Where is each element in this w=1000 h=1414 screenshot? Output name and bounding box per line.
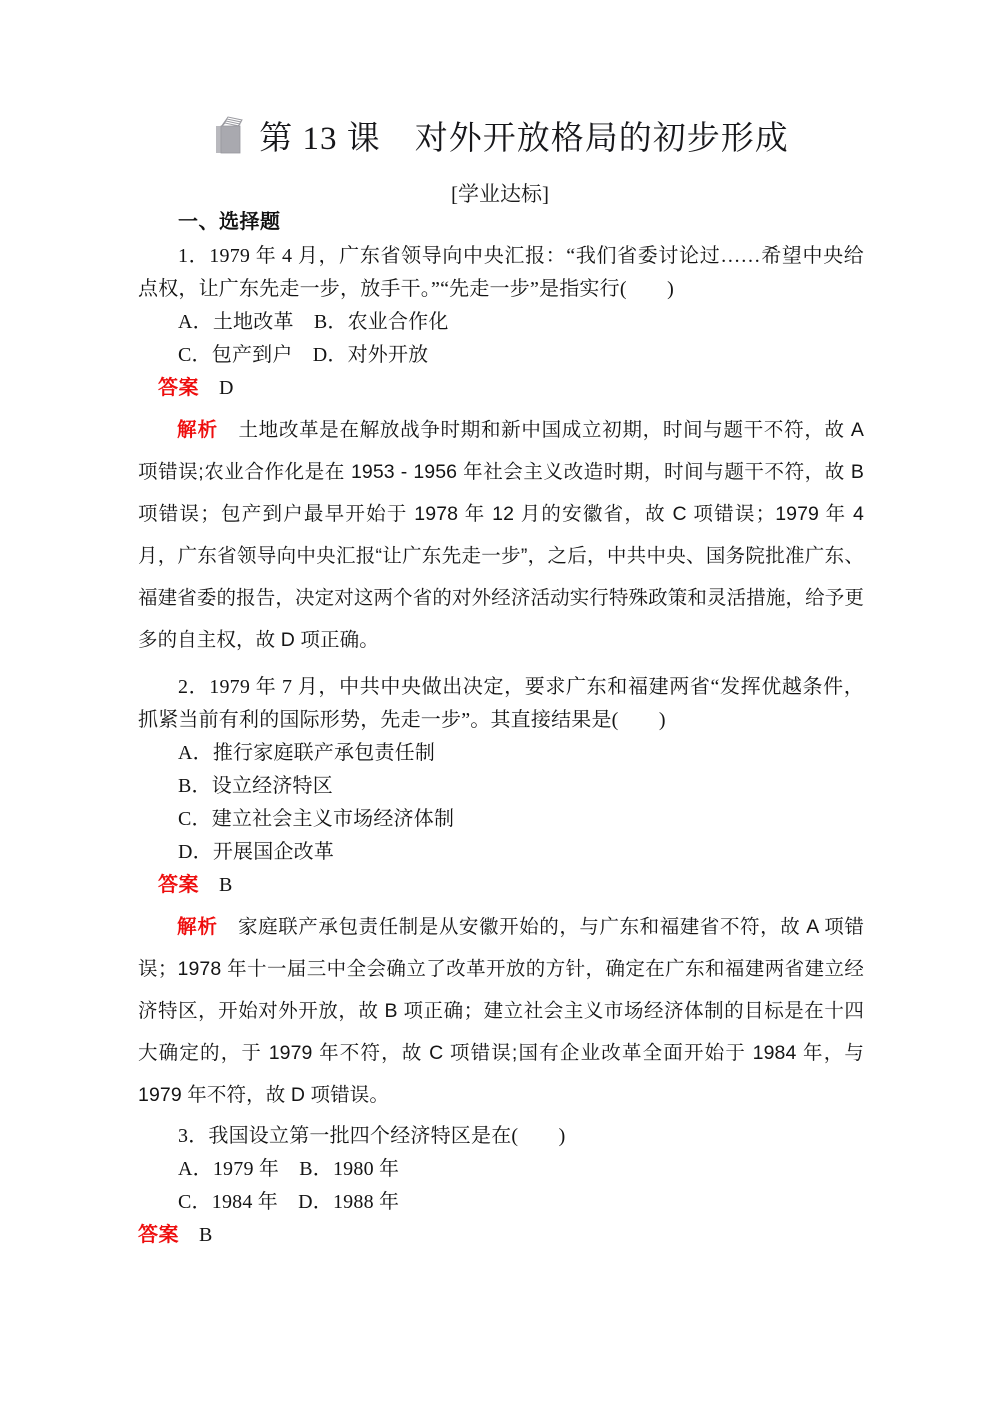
section-heading: 一、选择题 [178, 211, 281, 233]
option-line: C．1984 年 D．1988 年 [178, 1191, 400, 1213]
book-icon [211, 115, 245, 157]
explanation-label: 解析 [177, 916, 218, 938]
answer-value: B [179, 1224, 213, 1246]
option-line: A．土地改革 B．农业合作化 [178, 311, 449, 333]
option-line: D．开展国企改革 [178, 841, 335, 863]
page-title-row [0, 112, 1000, 159]
question-block [138, 240, 864, 661]
answer-value: D [199, 377, 234, 399]
question-block [138, 1120, 864, 1252]
answer-label: 答案 [158, 874, 199, 896]
page-title: 第 13 课 对外开放格局的初步形成 [259, 121, 789, 157]
explanation-text: 解析 家庭联产承包责任制是从安徽开始的，与广东和福建省不符，故 A 项错误；1978 年十一届三中全会确立了改革开放的方针，确定在广东和福建两省建立经济特区，开始对外开放，故 B 项正确；建立社会主义市场经济体制的目标是在十四大确定的，于 1979 年不符，故 C 项错误;国有企业改革全面开始于 1984 年，与 1979 年不符，故 D 项错误。 [138, 916, 864, 1106]
document-body [138, 206, 864, 1252]
answer-line [138, 372, 864, 405]
option-line: B．设立经济特区 [178, 775, 333, 797]
answer-value: B [199, 874, 233, 896]
explanation-paragraph [138, 906, 864, 1116]
page-subtitle: [学业达标] [451, 182, 549, 206]
option-line: C．包产到户 D．对外开放 [178, 344, 429, 366]
answer-label: 答案 [138, 1224, 179, 1246]
question-stem: 3．我国设立第一批四个经济特区是在( ) [178, 1125, 566, 1147]
answer-line [138, 1219, 864, 1252]
option-line: A．1979 年 B．1980 年 [178, 1158, 400, 1180]
explanation-text: 解析 土地改革是在解放战争时期和新中国成立初期，时间与题干不符，故 A 项错误;农业合作化是在 1953 - 1956 年社会主义改造时期，时间与题干不符，故 B 项错误；包产到户最早开始于 1978 年 12 月的安徽省，故 C 项错误；1979 年 4 月，广东省领导向中央汇报“让广东先走一步”，之后，中共中央、国务院批准广东、福建省委的报告，决定对这两个省的对外经济活动实行特殊政策和灵活措施，给予更多的自主权，故 D 项正确。 [138, 419, 864, 651]
question-stem: 1．1979 年 4 月，广东省领导向中央汇报：“我们省委讨论过……希望中央给点权，让广东先走一步，放手干。”“先走一步”是指实行( ) [138, 245, 864, 300]
question-stem: 2．1979 年 7 月，中共中央做出决定，要求广东和福建两省“发挥优越条件，抓紧当前有利的国际形势，先走一步”。其直接结果是( ) [138, 676, 864, 731]
answer-label: 答案 [158, 377, 199, 399]
explanation-paragraph [138, 409, 864, 661]
question-block [138, 671, 864, 1116]
option-line: C．建立社会主义市场经济体制 [178, 808, 455, 830]
explanation-label: 解析 [177, 419, 219, 441]
answer-line [138, 869, 864, 902]
option-line: A．推行家庭联产承包责任制 [178, 742, 436, 764]
